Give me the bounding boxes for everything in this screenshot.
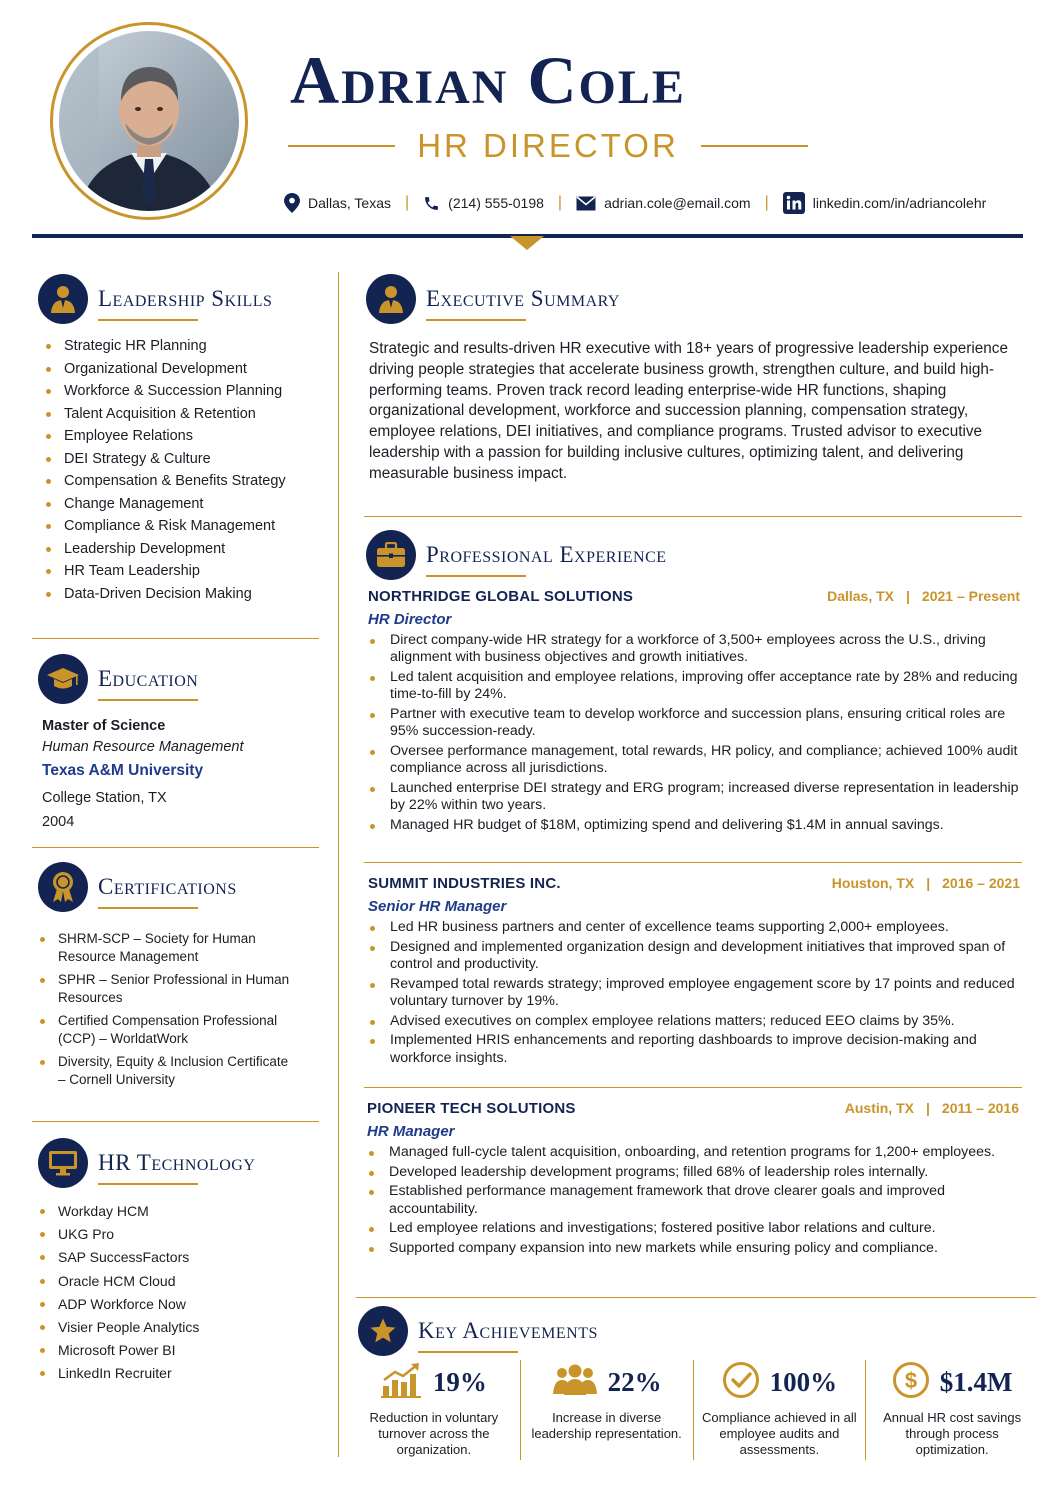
achievement-description: Reduction in voluntary turnover across the organization. [369,1410,499,1457]
contact-location: Dallas, Texas [308,195,392,211]
company-name: SUMMIT INDUSTRIES INC. [368,875,561,892]
job-bullet: Established performance management framework that drove clearer goals and improved accountability. [367,1183,1019,1218]
skill-item: Data-Driven Decision Making [42,583,332,606]
job-bullets [368,632,1020,834]
achievement-item [693,1360,866,1460]
location-pin-icon [284,193,300,213]
technology-title: HR Technology [98,1150,256,1175]
contact-linkedin[interactable]: linkedin.com/in/adriancolehr [812,195,987,211]
achievement-description: Annual HR cost savings through process optimization. [883,1410,1022,1457]
job-bullet: Led talent acquisition and employee relations, improving offer acceptance rate by 28% and reducing time-to-fill by 24%. [368,669,1020,704]
monitor-icon [38,1138,88,1188]
company-name: PIONEER TECH SOLUTIONS [367,1100,576,1117]
certifications-section-header [38,862,237,912]
job-bullet: Managed HR budget of $18M, optimizing spend and delivering $1.4M in annual savings. [368,817,1020,834]
email-envelope-icon [576,196,596,211]
achievement-value: $1.4M [939,1366,1013,1397]
achievement-item [865,1360,1038,1460]
section-divider [356,1297,1036,1298]
technology-item: Workday HCM [36,1200,296,1223]
people-group-icon [552,1364,598,1401]
job-bullet: Implemented HRIS enhancements and reporting dashboards to improve decision-making and workforce insights. [368,1032,1020,1067]
title-rule-left [288,145,395,147]
job-dates: 2016 – 2021 [942,875,1020,891]
person-icon [366,274,416,324]
company-name: NORTHRIDGE GLOBAL SOLUTIONS [368,588,634,605]
separator: | [925,1100,930,1116]
education-section-header [38,654,198,704]
job-location-dates [832,875,1020,891]
profile-photo [50,22,248,220]
skill-item: Strategic HR Planning [42,335,332,358]
separator: | [926,875,931,891]
job-divider [364,1087,1022,1088]
education-title: Education [98,666,199,691]
portrait-image [59,31,239,211]
job-location: Houston, TX [831,875,915,891]
job-entry [367,1100,1019,1259]
technology-item: Microsoft Power BI [36,1339,296,1362]
experience-section-header [366,530,667,580]
job-bullet: Supported company expansion into new markets while ensuring policy and compliance. [367,1240,1019,1257]
job-title-row [288,124,808,168]
technology-item: SAP SuccessFactors [36,1246,296,1269]
achievement-value: 19% [432,1366,487,1397]
summary-text: Strategic and results-driven HR executive with 18+ years of progressive leadership experience driving people strategies that accelerate business growth, strengthen culture, and build high-performing teams. Proven track record leading enterprise-wide HR functions, shaping organizational development, workforce and succession planning, compensation strategy, employee relations, DEI initiatives, and compliance programs. Trusted advisor to executive leadership with a passion for building inclusive cultures, optimizing talent, and delivering measurable business impact. [369,340,1008,482]
section-divider [32,847,319,848]
job-dates: 2021 – Present [921,588,1020,604]
checkmark-circle-icon [722,1361,760,1404]
job-bullet: Partner with executive team to develop workforce and succession plans, ensuring critical roles are 95% succession-ready. [368,706,1020,741]
degree-field: Human Resource Management [42,739,244,755]
skills-title: Leadership Skills [98,286,273,311]
technology-item: Visier People Analytics [36,1316,296,1339]
achievements-section-header [358,1306,598,1356]
certification-item: Diversity, Equity & Inclusion Certificate – Cornell University [36,1053,296,1088]
summary-title: Executive Summary [426,286,620,311]
job-location: Austin, TX [844,1100,914,1116]
skill-item: Compensation & Benefits Strategy [42,470,332,493]
contact-phone[interactable]: (214) 555-0198 [448,195,544,211]
job-bullet: Designed and implemented organization design and development initiatives that improved span of control and productivity. [368,939,1020,974]
achievements-title: Key Achievements [418,1318,598,1343]
job-bullet: Led HR business partners and center of excellence teams supporting 2,000+ employees. [368,919,1020,936]
skills-section-header [38,274,272,324]
technology-item: UKG Pro [36,1223,296,1246]
section-divider [32,638,319,639]
contact-email[interactable]: adrian.cole@email.com [604,195,751,211]
achievement-item [348,1360,520,1460]
job-bullet: Advised executives on complex employee relations matters; reduced EEO claims by 35%. [368,1013,1020,1030]
svg-text:$: $ [904,1367,917,1393]
skill-item: Change Management [42,493,332,516]
section-divider [364,516,1022,517]
briefcase-icon [366,530,416,580]
degree: Master of Science [42,718,166,734]
header-divider-arrow [510,236,544,250]
award-ribbon-icon [38,862,88,912]
growth-chart-icon [381,1362,423,1403]
job-role: HR Director [368,611,452,628]
job-location-dates [827,588,1020,604]
candidate-name: Adrian Cole [290,42,686,118]
job-bullets [367,1144,1019,1257]
person-icon [38,274,88,324]
job-entry [368,875,1020,1069]
separator: | [906,588,910,604]
contact-separator: | [557,194,563,211]
job-dates: 2011 – 2016 [941,1100,1019,1116]
skills-list [42,335,332,605]
linkedin-icon [783,192,805,214]
job-title: HR DIRECTOR [417,127,679,164]
skill-item: DEI Strategy & Culture [42,448,332,471]
dollar-coin-icon [892,1361,930,1404]
star-icon [358,1306,408,1356]
certifications-title: Certifications [98,874,237,899]
technology-item: LinkedIn Recruiter [36,1362,296,1385]
technology-item: Oracle HCM Cloud [36,1270,296,1293]
contact-separator: | [405,194,410,211]
job-role: Senior HR Manager [368,898,507,915]
contact-separator: | [764,194,769,211]
job-bullet: Revamped total rewards strategy; improved employee engagement score by 17 points and reduced voluntary turnover by 19%. [368,976,1020,1011]
skill-item: Leadership Development [42,538,332,561]
job-bullet: Led employee relations and investigations; fostered positive labor relations and culture. [367,1220,1019,1237]
certification-item: SHRM-SCP – Society for Human Resource Management [36,930,296,965]
job-bullet: Launched enterprise DEI strategy and ERG program; increased diverse representation in leadership by 22% within two years. [368,780,1020,815]
title-rule-right [701,145,808,147]
achievement-description: Increase in diverse leadership representation. [531,1410,682,1441]
contact-bar [284,188,986,218]
technology-section-header [38,1138,255,1188]
skill-item: Organizational Development [42,358,332,381]
job-bullets [368,919,1020,1067]
skill-item: Workforce & Succession Planning [42,380,332,403]
job-location-dates [845,1100,1019,1116]
job-bullet: Managed full-cycle talent acquisition, onboarding, and retention programs for 1,200+ employees. [367,1144,1019,1161]
achievements-row [348,1360,1038,1460]
achievement-description: Compliance achieved in all employee audits and assessments. [702,1410,857,1457]
skill-item: Talent Acquisition & Retention [42,403,332,426]
certifications-list [36,930,296,1094]
school-location: College Station, TX [42,790,167,806]
graduation-cap-icon [38,654,88,704]
school-name: Texas A&M University [42,762,204,779]
job-bullet: Direct company-wide HR strategy for a workforce of 3,500+ employees across the U.S., driving alignment with business objectives and growth initiatives. [368,632,1020,667]
technology-list [36,1200,296,1386]
job-divider [364,862,1022,863]
job-role: HR Manager [367,1123,455,1140]
experience-title: Professional Experience [426,542,667,567]
skill-item: Employee Relations [42,425,332,448]
graduation-year: 2004 [42,814,75,830]
certification-item: Certified Compensation Professional (CCP) – WorldatWork [36,1012,296,1047]
job-bullet: Oversee performance management, total rewards, HR policy, and compliance; achieved 100% audit compliance across all jurisdictions. [368,743,1020,778]
education-block [42,714,244,834]
skill-item: HR Team Leadership [42,560,332,583]
section-divider [32,1121,319,1122]
phone-icon [423,194,440,213]
technology-item: ADP Workforce Now [36,1293,296,1316]
summary-section-header [366,274,620,324]
achievement-value: 22% [607,1366,662,1397]
achievement-item [520,1360,693,1460]
skill-item: Compliance & Risk Management [42,515,332,538]
job-location: Dallas, TX [827,588,894,604]
job-entry [368,588,1020,837]
job-bullet: Developed leadership development programs; filled 68% of leadership roles internally. [367,1164,1019,1181]
achievement-value: 100% [769,1366,838,1397]
column-divider [338,272,339,1457]
certification-item: SPHR – Senior Professional in Human Resources [36,971,296,1006]
